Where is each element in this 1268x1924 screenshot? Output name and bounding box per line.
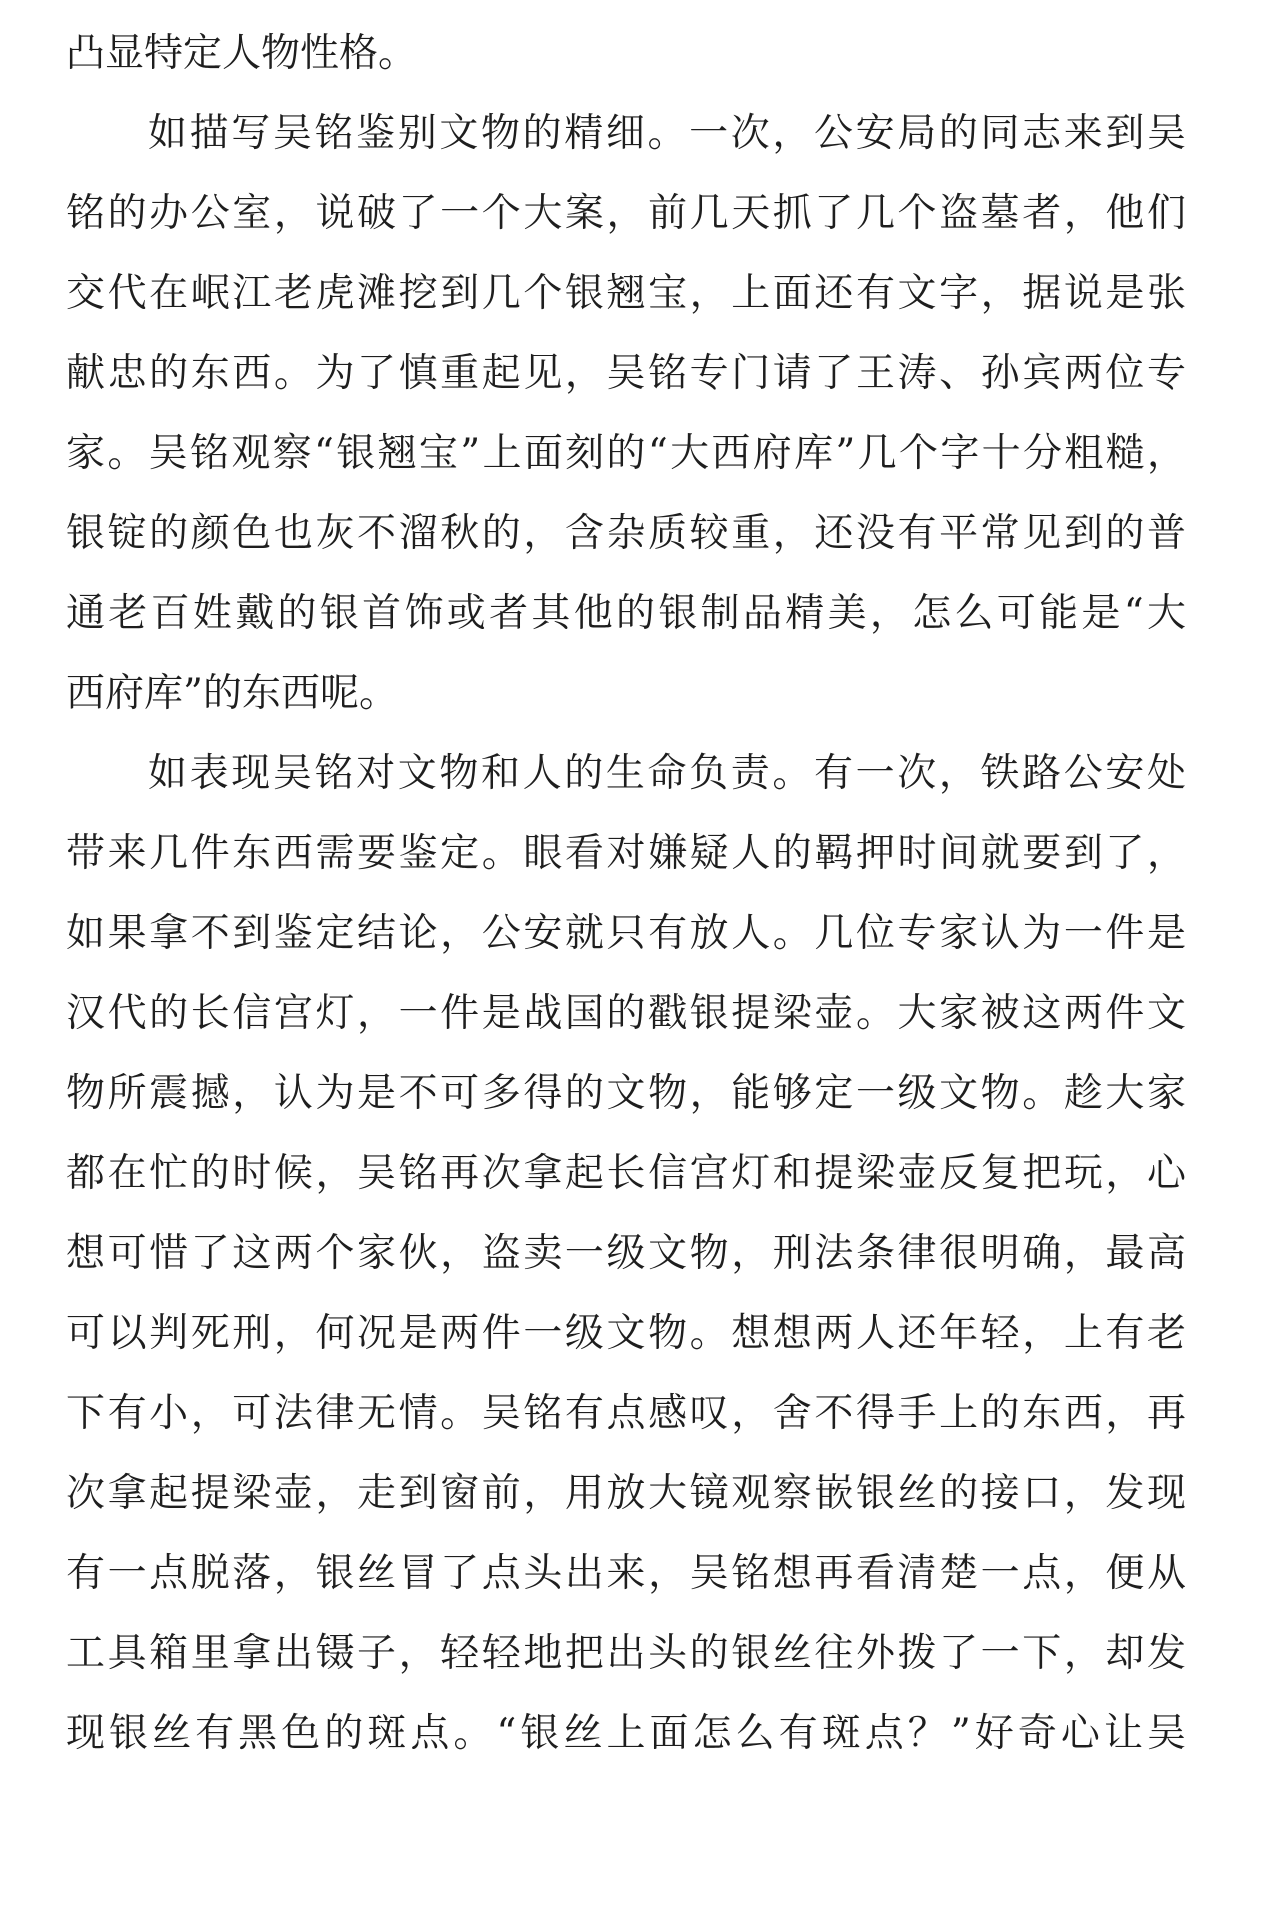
text-line: 下有小，可法律无情。吴铭有点感叹，舍不得手上的东西，再 [66,1391,1186,1436]
text-line: 银锭的颜色也灰不溜秋的，含杂质较重，还没有平常见到的普 [66,511,1186,556]
paragraph-1 [66,14,1186,94]
text-line: 凸显特定人物性格。 [66,31,418,76]
text-line: 想可惜了这两个家伙，盗卖一级文物，刑法条律很明确，最高 [66,1231,1186,1276]
text-line: 次拿起提梁壶，走到窗前，用放大镜观察嵌银丝的接口，发现 [66,1471,1186,1516]
text-line: 汉代的长信宫灯，一件是战国的戳银提梁壶。大家被这两件文 [66,991,1186,1036]
paragraph-2 [66,94,1186,734]
text-line: 铭的办公室，说破了一个大案，前几天抓了几个盗墓者，他们 [66,191,1186,236]
document-page [66,14,1186,1774]
text-line: 都在忙的时候，吴铭再次拿起长信宫灯和提梁壶反复把玩，心 [66,1151,1186,1196]
text-line: 带来几件东西需要鉴定。眼看对嫌疑人的羁押时间就要到了， [66,831,1186,876]
text-line: 物所震撼，认为是不可多得的文物，能够定一级文物。趁大家 [66,1071,1186,1116]
text-line: 可以判死刑，何况是两件一级文物。想想两人还年轻，上有老 [66,1311,1186,1356]
text-line: 交代在岷江老虎滩挖到几个银翘宝，上面还有文字，据说是张 [66,271,1186,316]
text-line: 有一点脱落，银丝冒了点头出来，吴铭想再看清楚一点，便从 [66,1551,1186,1596]
text-line: 西府库”的东西呢。 [66,671,398,716]
text-line: 家。吴铭观察“银翘宝”上面刻的“大西府库”几个字十分粗糙， [66,431,1186,476]
text-line: 现银丝有黑色的斑点。“银丝上面怎么有斑点？”好奇心让吴 [66,1711,1186,1756]
text-line: 献忠的东西。为了慎重起见，吴铭专门请了王涛、孙宾两位专 [66,351,1186,396]
text-line: 通老百姓戴的银首饰或者其他的银制品精美，怎么可能是“大 [66,591,1186,636]
text-line: 如果拿不到鉴定结论，公安就只有放人。几位专家认为一件是 [66,911,1186,956]
paragraph-3 [66,734,1186,1774]
text-line: 如表现吴铭对文物和人的生命负责。有一次，铁路公安处 [148,751,1186,796]
text-line: 如描写吴铭鉴别文物的精细。一次，公安局的同志来到吴 [148,111,1186,156]
text-line: 工具箱里拿出镊子，轻轻地把出头的银丝往外拨了一下，却发 [66,1631,1186,1676]
